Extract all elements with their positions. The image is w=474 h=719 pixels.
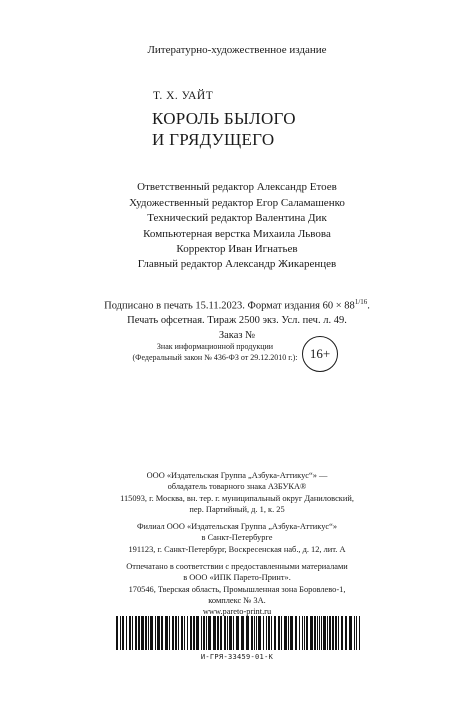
credit-technical-editor: Технический редактор Валентина Дик [147,212,327,224]
publisher-line: обладатель товарного знака АЗБУКА® [167,482,307,492]
title-line-2: И ГРЯДУЩЕГО [152,130,275,149]
book-title [152,108,296,150]
publisher-line: 115093, г. Москва, вн. тер. г. муниципальный округ Даниловский, [120,493,354,503]
credits-list [0,180,474,258]
age-rating-note-line-1: Знак информационной продукции [156,342,274,351]
age-rating-badge: 16+ [302,336,338,372]
print-info-period: . [367,300,370,312]
print-info-format: Подписано в печать 15.11.2023. Формат издания 60 × 88 [104,300,355,312]
publisher-line: 191123, г. Санкт-Петербург, Воскресенская наб., д. 12, лит. А [128,544,346,554]
publisher-line: ООО «Издательская Группа „Азбука-Аттикус“» — [146,471,328,480]
publisher-line: в ООО «ИПК Парето-Принт». [183,573,291,583]
publisher-line: комплекс № 3А. [208,595,266,605]
edition-type: Литературно-художественное издание [147,44,327,56]
author-name: Т. Х. УАЙТ [153,90,214,102]
title-line-1: КОРОЛЬ БЫЛОГО [152,109,296,128]
publisher-line: Отпечатано в соответствии с предоставленными материалами [126,562,348,572]
publisher-block [0,470,474,618]
credit-proofreader: Корректор Иван Игнатьев [176,243,298,255]
publisher-line: Филиал ООО «Издательская Группа „Азбука-Аттикус“» [136,522,338,532]
barcode-icon [116,616,360,650]
age-rating-note [120,341,310,363]
print-info-line-3: Заказ № [218,329,256,341]
format-fraction: 1/16 [354,298,368,306]
credit-executive-editor: Ответственный редактор Александр Етоев [137,181,337,193]
publisher-line: пер. Партийный, д. 1, к. 25 [189,504,285,514]
print-info-line-1 [0,295,474,314]
barcode-text: И-ГРЯ-33459-01-К [200,653,274,661]
print-info-line-2: Печать офсетная. Тираж 2500 экз. Усл. печ. л. 49. [127,315,347,326]
chief-editor: Главный редактор Александр Жикаренцев [137,258,337,270]
credit-layout: Компьютерная верстка Михаила Львова [143,227,331,240]
age-rating-note-line-2: (Федеральный закон № 436-ФЗ от 29.12.2010 г.): [132,353,298,362]
publisher-line: 170546, Тверская область, Промышленная зона Боровлево-1, [128,584,346,594]
credit-art-editor: Художественный редактор Егор Саламашенко [129,196,345,209]
print-info [0,295,474,343]
publisher-line: в Санкт-Петербурге [201,533,273,543]
publisher-line: www.pareto-print.ru [202,607,272,617]
